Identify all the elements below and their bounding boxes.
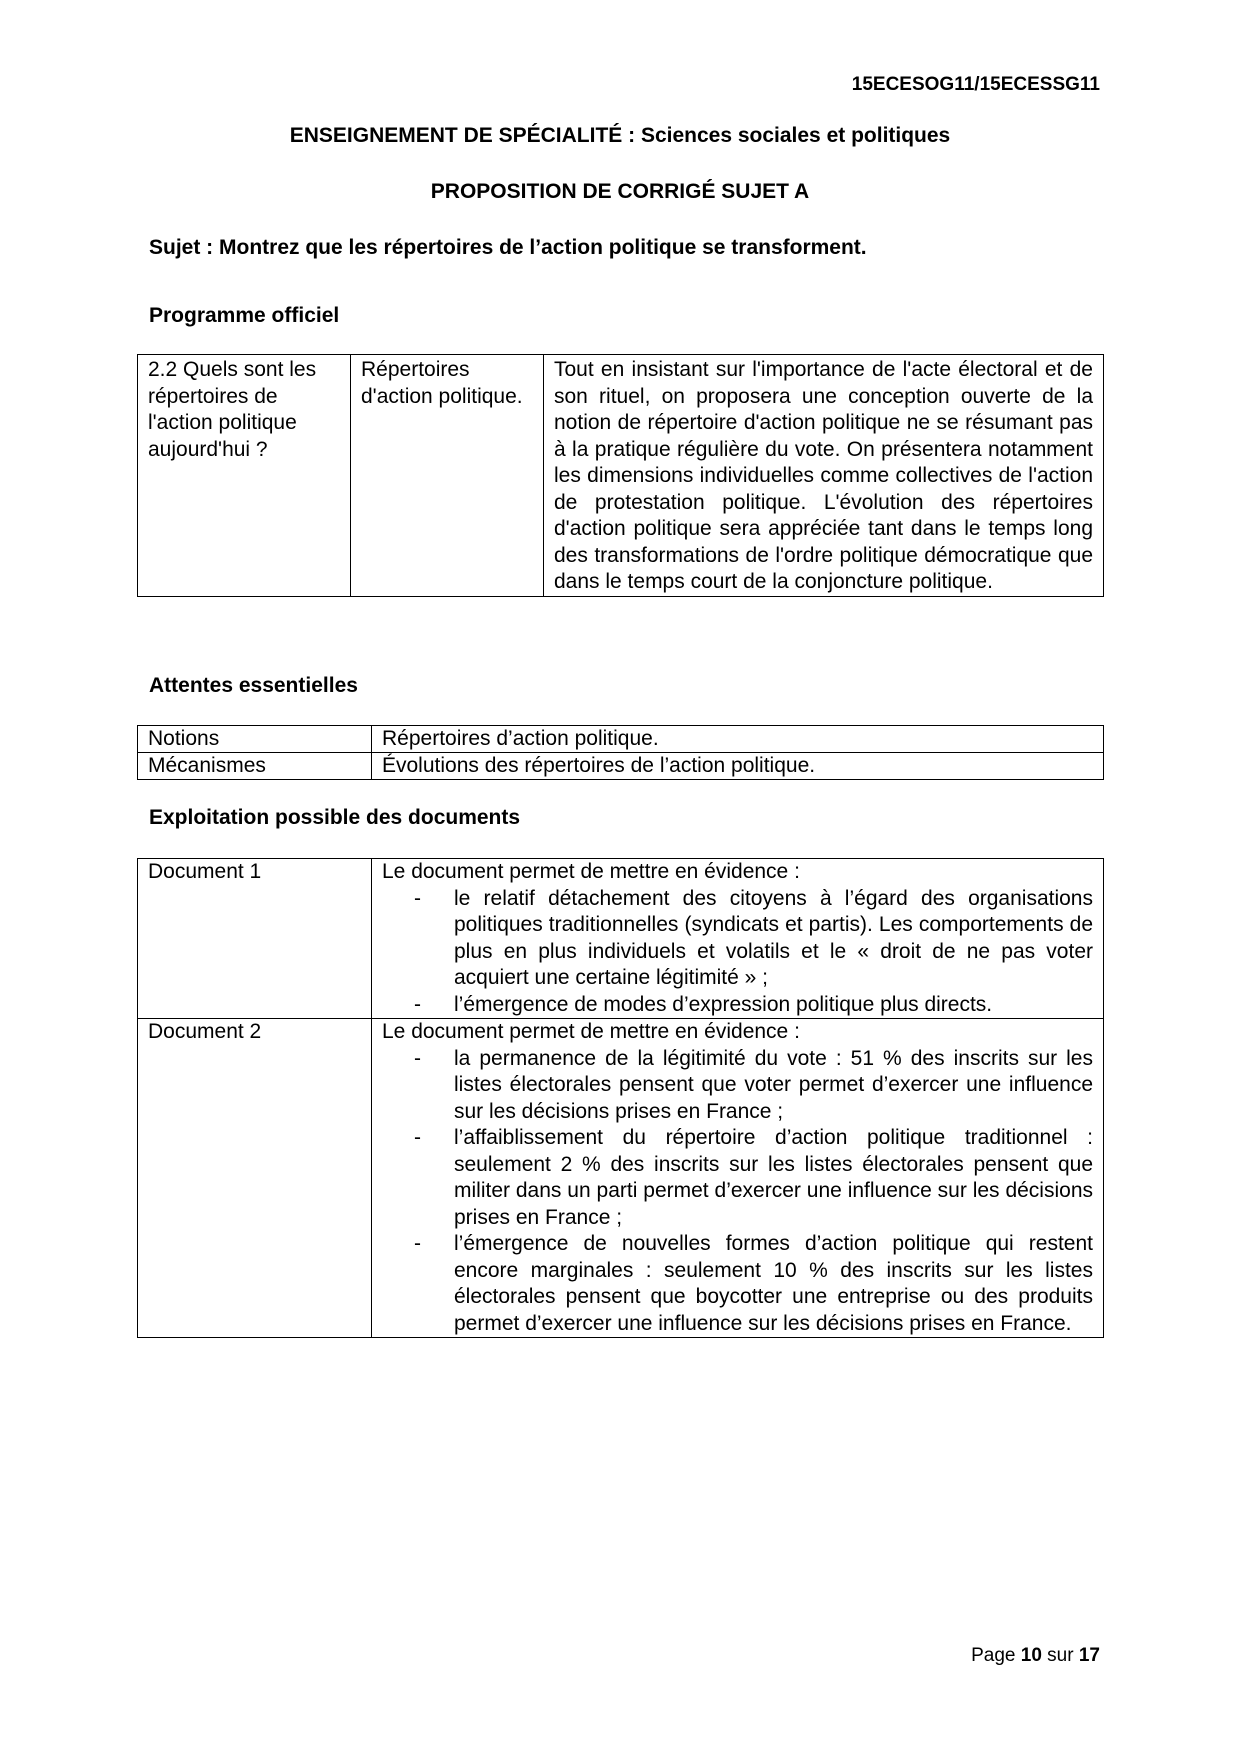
section-title-programme: Programme officiel [149,304,340,327]
bullet-text: la permanence de la légitimité du vote : 51 % des inscrits sur les listes électorales pensent que voter permet d’exercer une influence sur les décisions prises en France ; [454,1046,1093,1123]
bullet-dash: - [414,992,421,1016]
bullet-dash: - [414,1126,421,1149]
list-item [382,992,1093,1019]
document-intro: Le document permet de mettre en évidence : [382,860,800,883]
document-content-cell [372,859,1104,1019]
table-row [138,859,1104,1019]
programme-question-cell: 2.2 Quels sont les répertoires de l'action politique aujourd'hui ? [138,355,351,597]
exam-code: 15ECESOG11/15ECESSG11 [851,74,1100,95]
bullet-text: l’émergence de nouvelles formes d’action politique qui restent encore marginales : seulement 10 % des inscrits sur les listes électorales pensent que boycotter une entreprise ou des produits permet d’exercer une influence sur les décisions prises en France. [454,1232,1093,1335]
document-label-cell: Document 1 [138,859,372,1019]
list-item [382,1231,1093,1337]
page-total: 17 [1078,1645,1100,1666]
document-title: ENSEIGNEMENT DE SPÉCIALITÉ : Sciences sociales et politiques [289,124,951,147]
document-label-cell: Document 2 [138,1019,372,1338]
table-row [138,753,1104,780]
bullet-dash: - [414,886,421,910]
list-item [382,886,1093,992]
list-item [382,1125,1093,1231]
bullet-dash: - [414,1046,421,1070]
programme-table [137,354,1104,597]
attentes-value-cell: Évolutions des répertoires de l’action politique. [372,753,1104,780]
attentes-value-cell: Répertoires d’action politique. [372,726,1104,753]
page-word: Page [971,1645,1016,1666]
list-item [382,1046,1093,1126]
subject-line: Sujet : Montrez que les répertoires de l’action politique se transforment. [149,236,867,259]
section-title-attentes: Attentes essentielles [149,674,358,697]
table-row [138,726,1104,753]
programme-notion-cell: Répertoires d'action politique. [351,355,544,597]
bullet-text: l’affaiblissement du répertoire d’action politique traditionnel : seulement 2 % des inscrits sur les listes électorales pensent que militer dans un parti permet d’exercer une influence sur les décisions prises en France ; [454,1126,1093,1229]
document-content-cell [372,1019,1104,1338]
section-title-exploitation: Exploitation possible des documents [149,806,521,829]
table-row [138,355,1104,597]
table-row [138,1019,1104,1338]
document-intro: Le document permet de mettre en évidence : [382,1020,800,1043]
bullet-text: l’émergence de modes d’expression politique plus directs. [454,992,993,1016]
attentes-table [137,725,1104,780]
attentes-label-cell: Mécanismes [138,753,372,780]
page-sep: sur [1047,1645,1074,1666]
page-current: 10 [1020,1645,1042,1666]
exploitation-table [137,858,1104,1338]
document-subtitle: PROPOSITION DE CORRIGÉ SUJET A [430,180,810,203]
bullet-dash: - [414,1232,421,1255]
page-number [971,1645,1100,1667]
attentes-label-cell: Notions [138,726,372,753]
programme-description-cell: Tout en insistant sur l'importance de l'acte électoral et de son rituel, on proposera une conception ouverte de la notion de répertoire d'action politique ne se résumant pas à la pratique régulière du vote. On présentera notamment les dimensions individuelles comme collectives de l'action de protestation politique. L'évolution des répertoires d'action politique sera appréciée tant dans le temps long des transformations de l'ordre politique démocratique que dans le temps court de la conjoncture politique. [544,355,1104,597]
bullet-text: le relatif détachement des citoyens à l’égard des organisations politiques traditionnelles (syndicats et partis). Les comportements de plus en plus individuels et volatils et le « droit de ne pas voter acquiert une certaine légitimité » ; [454,886,1093,989]
